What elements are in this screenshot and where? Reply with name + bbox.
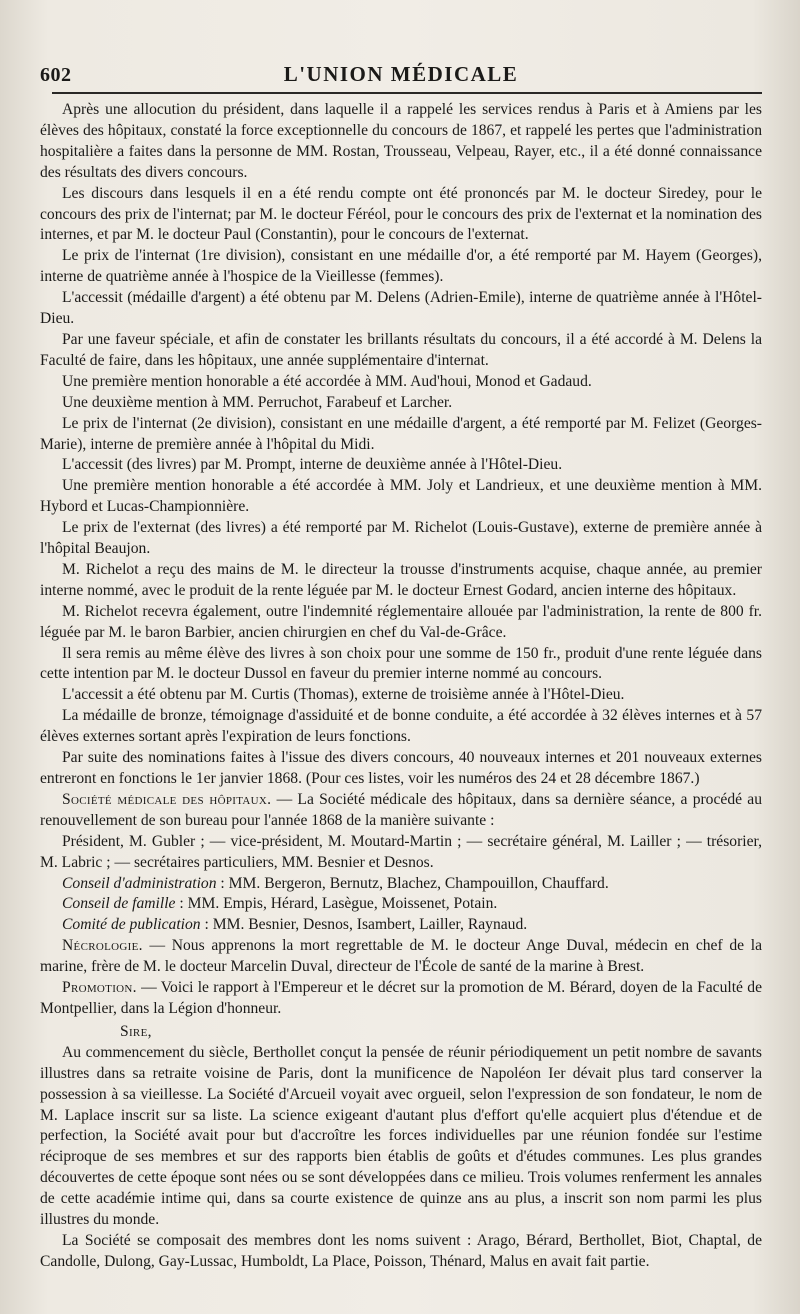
paragraph: L'accessit (médaille d'argent) a été obtenu par M. Delens (Adrien-Emile), interne de quatrième année à l'Hôtel-Dieu.	[40, 289, 762, 328]
comite-publication	[40, 915, 762, 936]
conseil-admin-names: : MM. Bergeron, Bernutz, Blachez, Champouillon, Chauffard.	[216, 874, 609, 892]
running-title: L'UNION MÉDICALE	[283, 62, 519, 86]
conseil-famille	[40, 894, 762, 915]
comite-names: : MM. Besnier, Desnos, Isambert, Lailler, Raynaud.	[200, 916, 528, 934]
paragraph: Au commencement du siècle, Berthollet conçut la pensée de réunir périodiquement un petit nombre de savants illustres dans sa retraite voisine de Paris, dont la munificence de Napoléon Ier dévait plus tard conserver la possession à sa vieillesse. La Société d'Arcueil voyait avec orgueil, selon l'expression de son fondateur, le nom de M. Laplace inscrit sur sa liste. La science exigeant d'autant plus d'effort qu'elle acquiert plus d'étendue et de perfection, la Société avait pour but d'accroître les forces individuelles par une réunion fondée sur l'estime réciproque de ses membres et sur des rapports bien établis de goûts et d'études communes. Les plus grandes découvertes de cette époque sont nées ou se sont développées dans ce milieu. Trois volumes renferment les annales de cette académie intime qui, dans sa courte existence de quinze ans au plus, a inscrit son nom parmi les plus illustres du monde.	[40, 1043, 762, 1229]
paragraph: La Société se composait des membres dont les noms suivent : Arago, Bérard, Berthollet, Biot, Chaptal, de Candolle, Dulong, Gay-Lussac, Humboldt, La Place, Poisson, Thénard, Malus en avait fait partie.	[40, 1231, 762, 1270]
paragraph: Les discours dans lesquels il en a été rendu compte ont été prononcés par M. le docteur Siredey, pour le concours des prix de l'internat; par M. le docteur Féréol, pour le concours des prix de l'externat et la nomination des internes, et par M. le docteur Paul (Constantin), pour le concours de l'externat.	[40, 184, 762, 244]
paragraph: Une première mention honorable a été accordée à MM. Joly et Landrieux, et une deuxième mention à MM. Hybord et Lucas-Championnière.	[40, 477, 762, 516]
conseil-administration	[40, 874, 762, 895]
societe-officers: Président, M. Gubler ; — vice-président, M. Moutard-Martin ; — secrétaire général, M. Lailler ; — trésorier, M. Labric ; — secrétaires particuliers, MM. Besnier et Desnos.	[40, 832, 762, 871]
promotion-paragraph	[40, 978, 762, 1020]
conseil-admin-label: Conseil d'administration	[62, 874, 217, 892]
paragraph: Après une allocution du président, dans laquelle il a rappelé les services rendus à Paris et à Amiens par les élèves des hôpitaux, constaté la force exceptionnelle du concours de 1867, et rappelé les pertes que l'administration hospitalière a faites dans la personne de MM. Rostan, Trousseau, Velpeau, Rayer, etc., il a été donné connaissance des résultats des divers concours.	[40, 101, 762, 181]
section-lead: Société médicale des hôpitaux.	[62, 790, 272, 808]
paragraph: Une première mention honorable a été accordée à MM. Aud'houi, Monod et Gadaud.	[62, 372, 592, 390]
paragraph: La médaille de bronze, témoignage d'assiduité et de bonne conduite, a été accordée à 32 élèves internes et à 57 élèves externes sortant après l'expiration de leurs fonctions.	[40, 707, 762, 746]
conseil-famille-label: Conseil de famille	[62, 895, 176, 913]
paragraph: Par une faveur spéciale, et afin de constater les brillants résultats du concours, il a été accordé à M. Delens la Faculté de faire, dans les hôpitaux, une année supplémentaire d'internat.	[40, 330, 762, 369]
paragraph: L'accessit (des livres) par M. Prompt, interne de deuxième année à l'Hôtel-Dieu.	[62, 456, 563, 474]
paragraph: Par suite des nominations faites à l'issue des divers concours, 40 nouveaux internes et 201 nouveaux externes entreront en fonctions le 1er janvier 1868. (Pour ces listes, voir les numéros des 24 et 28 décembre 1867.)	[40, 749, 762, 787]
page-header	[40, 58, 762, 92]
section-lead: Promotion.	[62, 979, 137, 997]
paragraph: Le prix de l'internat (2e division), consistant en une médaille d'argent, a été remporté par M. Felizet (Georges-Marie), interne de première année à l'hôpital du Midi.	[40, 414, 762, 453]
paragraph: Le prix de l'internat (1re division), consistant en une médaille d'or, a été remporté par M. Hayem (Georges), interne de quatrième année à l'hospice de la Vieillesse (femmes).	[40, 247, 762, 286]
salutation: Sire,	[120, 1022, 152, 1040]
section-text: — Nous apprenons la mort regrettable de M. le docteur Ange Duval, médecin en chef de la marine, frère de M. le docteur Marcelin Duval, directeur de l'École de santé de la marine à Brest.	[40, 937, 762, 976]
paragraph: L'accessit a été obtenu par M. Curtis (Thomas), externe de troisième année à l'Hôtel-Dieu.	[62, 686, 625, 704]
section-text: — La Société médicale des hôpitaux, dans sa dernière séance, a procédé au renouvellement de son bureau pour l'année 1868 de la manière suivante :	[40, 790, 762, 829]
header-rule	[52, 92, 762, 94]
comite-label: Comité de publication	[62, 916, 201, 934]
paragraph: M. Richelot a reçu des mains de M. le directeur la trousse d'instruments acquise, chaque année, au premier interne nommé, avec le produit de la rente léguée par M. le docteur Ernest Godard, ancien interne des hôpitaux.	[40, 560, 762, 599]
page-number: 602	[40, 64, 72, 86]
societe-paragraph	[40, 790, 762, 832]
paragraph: Il sera remis au même élève des livres à son choix pour une somme de 150 fr., produit d'une rente léguée dans cette intention par M. le docteur Dussol en faveur du premier interne nommé au concours.	[40, 644, 762, 683]
article-body	[40, 100, 762, 1273]
paragraph: Une deuxième mention à MM. Perruchot, Farabeuf et Larcher.	[62, 393, 453, 411]
section-text: — Voici le rapport à l'Empereur et le décret sur la promotion de M. Bérard, doyen de la Faculté de Montpellier, dans la Légion d'honneur.	[40, 979, 762, 1017]
conseil-famille-names: : MM. Empis, Hérard, Lasègue, Moissenet, Potain.	[175, 895, 498, 913]
section-lead: Nécrologie.	[62, 937, 143, 955]
paragraph: M. Richelot recevra également, outre l'indemnité réglementaire allouée par l'administration, la rente de 800 fr. léguée par M. le baron Barbier, ancien chirurgien en chef du Val-de-Grâce.	[40, 602, 762, 641]
necrologie-paragraph	[40, 936, 762, 978]
paragraph: Le prix de l'externat (des livres) a été remporté par M. Richelot (Louis-Gustave), externe de première année à l'hôpital Beaujon.	[40, 519, 762, 558]
